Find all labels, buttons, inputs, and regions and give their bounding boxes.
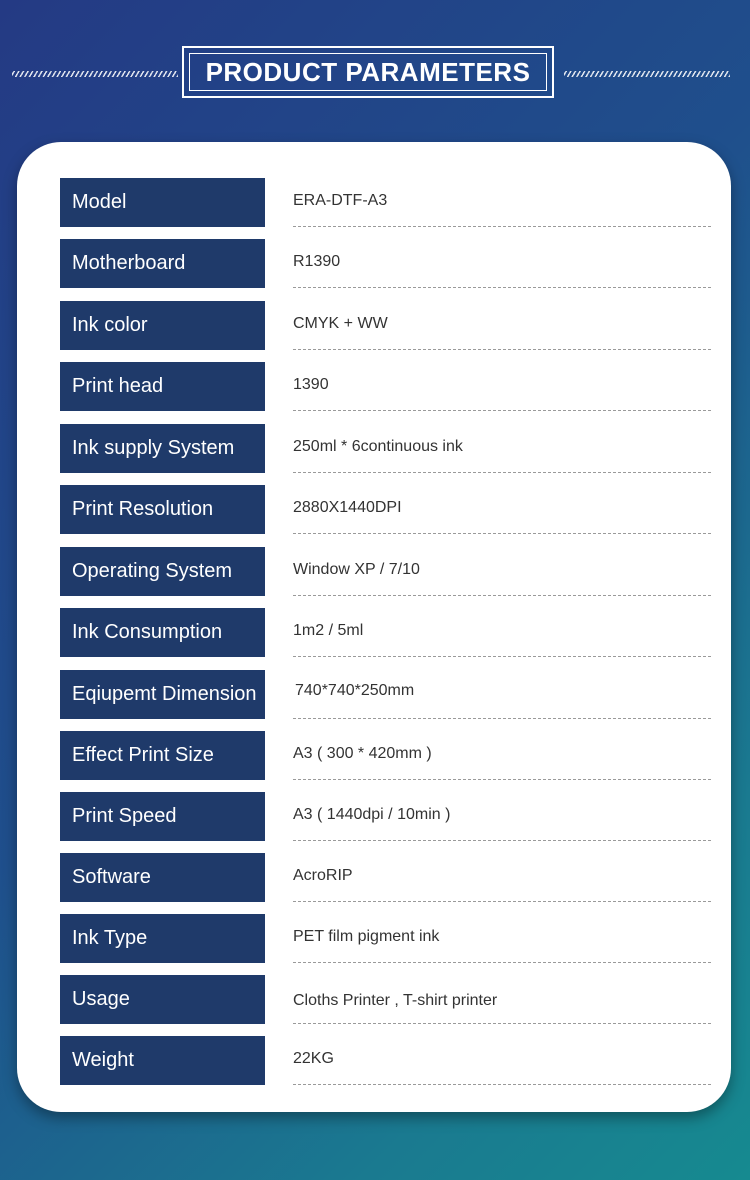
param-value: Window XP / 7/10 xyxy=(293,561,420,578)
param-row-equipment-dimension xyxy=(60,670,711,719)
dashed-divider xyxy=(293,287,711,288)
param-row-weight xyxy=(60,1036,711,1085)
param-label: Model xyxy=(60,178,265,227)
param-label: Print head xyxy=(60,362,265,411)
param-value: 250ml * 6continuous ink xyxy=(293,438,463,455)
dashed-divider xyxy=(293,533,711,534)
param-value: AcroRIP xyxy=(293,867,353,884)
param-value: PET film pigment ink xyxy=(293,928,440,945)
param-row-effect-print-size xyxy=(60,731,711,780)
param-label: Software xyxy=(60,853,265,902)
param-label: Ink color xyxy=(60,301,265,350)
param-row-operating-system xyxy=(60,547,711,596)
param-value: A3 ( 300 * 420mm ) xyxy=(293,745,432,762)
dashed-divider xyxy=(293,349,711,350)
param-row-print-speed xyxy=(60,792,711,841)
param-label: Effect Print Size xyxy=(60,731,265,780)
dashed-divider xyxy=(293,1023,711,1024)
param-value: 1390 xyxy=(293,376,329,393)
param-label: Motherboard xyxy=(60,239,265,288)
param-row-software xyxy=(60,853,711,902)
param-value: 22KG xyxy=(293,1050,334,1067)
dashed-divider xyxy=(293,656,711,657)
dashed-divider xyxy=(293,472,711,473)
title-frame xyxy=(182,46,554,98)
param-row-ink-consumption xyxy=(60,608,711,657)
param-label: Print Speed xyxy=(60,792,265,841)
param-label: Print Resolution xyxy=(60,485,265,534)
param-row-usage xyxy=(60,975,711,1024)
param-value: 1m2 / 5ml xyxy=(293,622,364,639)
param-value: A3 ( 1440dpi / 10min ) xyxy=(293,806,451,823)
param-label: Ink supply System xyxy=(60,424,265,473)
dashed-divider xyxy=(293,901,711,902)
parameters-card xyxy=(17,142,731,1112)
header-banner xyxy=(0,46,750,102)
param-value: ERA-DTF-A3 xyxy=(293,192,388,209)
right-hatch-decoration xyxy=(564,71,730,77)
param-label: Usage xyxy=(60,975,265,1024)
param-row-print-head xyxy=(60,362,711,411)
dashed-divider xyxy=(293,595,711,596)
dashed-divider xyxy=(293,962,711,963)
param-label: Eqiupemt Dimension xyxy=(60,670,265,719)
dashed-divider xyxy=(293,718,711,719)
param-value: Cloths Printer , T-shirt printer xyxy=(293,992,498,1009)
param-row-print-resolution xyxy=(60,485,711,534)
param-label: Ink Type xyxy=(60,914,265,963)
param-row-ink-type xyxy=(60,914,711,963)
dashed-divider xyxy=(293,410,711,411)
param-label: Operating System xyxy=(60,547,265,596)
param-row-motherboard xyxy=(60,239,711,288)
left-hatch-decoration xyxy=(12,71,178,77)
dashed-divider xyxy=(293,840,711,841)
param-label: Ink Consumption xyxy=(60,608,265,657)
param-value: CMYK + WW xyxy=(293,315,388,332)
param-label: Weight xyxy=(60,1036,265,1085)
param-value: 2880X1440DPI xyxy=(293,499,402,516)
dashed-divider xyxy=(293,1084,711,1085)
dashed-divider xyxy=(293,226,711,227)
param-row-ink-color xyxy=(60,301,711,350)
param-row-ink-supply xyxy=(60,424,711,473)
param-value: 740*740*250mm xyxy=(295,682,415,699)
param-value: R1390 xyxy=(293,253,341,270)
page-title: PRODUCT PARAMETERS xyxy=(189,53,547,91)
param-row-model xyxy=(60,178,711,227)
dashed-divider xyxy=(293,779,711,780)
